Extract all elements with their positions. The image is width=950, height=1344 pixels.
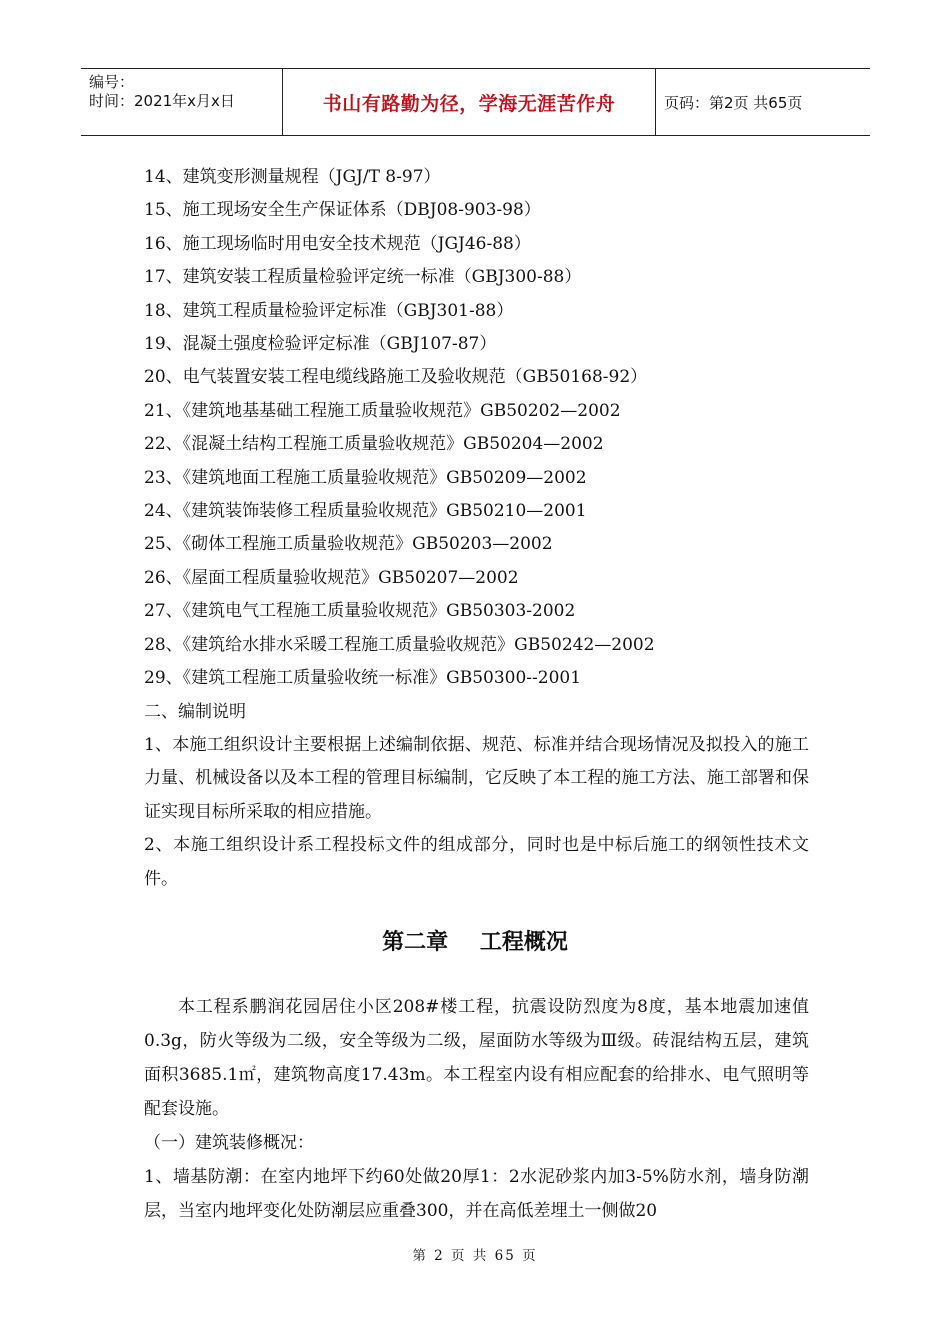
reference-item: 16、施工现场临时用电安全技术规范（JGJ46-88） [144,233,531,254]
compilation-note-1: 1、本施工组织设计主要根据上述编制依据、规范、标准并结合现场情况及拟投入的施工力量、机械设备以及本工程的管理目标编制，它反映了本工程的施工方法、施工部署和保证实现目标所采取的相应措施。 [144,734,809,822]
chapter-title: 第二章 工程概况 [382,930,568,955]
reference-item: 20、电气装置安装工程电缆线路施工及验收规范（GB50168-92） [144,367,648,388]
header-motto-cell [282,69,656,135]
document-date: 时间：2021年x月x日 [89,92,235,110]
reference-item: 27、《建筑电气工程施工质量验收规范》GB50303-2002 [144,601,576,622]
reference-item: 29、《建筑工程施工质量验收统一标准》GB50300--2001 [144,668,582,689]
subsection-heading: （一）建筑装修概况： [144,1133,314,1153]
reference-item: 15、施工现场安全生产保证体系（DBJ08-903-98） [144,200,541,221]
header-meta [81,69,282,135]
page-header [81,68,870,136]
page-footer: 第 2 页 共 65 页 [412,1248,538,1264]
header-motto: 书山有路勤为径，学海无涯苦作舟 [322,92,616,115]
reference-item: 22、《混凝土结构工程施工质量验收规范》GB50204—2002 [144,434,604,455]
document-code-label: 编号： [89,73,135,91]
overview-item-1: 1、墙基防潮：在室内地坪下约60处做20厚1：2水泥砂浆内加3-5%防水剂，墙身防潮层，当室内地坪变化处防潮层应重叠300，并在高低差埋土一侧做20 [144,1167,809,1221]
reference-item: 23、《建筑地面工程施工质量验收规范》GB50209—2002 [144,467,587,488]
reference-item: 17、建筑安装工程质量检验评定统一标准（GBJ300-88） [144,267,582,288]
section-heading: 二、编制说明 [144,701,246,722]
reference-item: 21、《建筑地基基础工程施工质量验收规范》GB50202—2002 [144,400,621,421]
reference-item: 26、《屋面工程质量验收规范》GB50207—2002 [144,567,519,588]
compilation-note-2: 2、本施工组织设计系工程投标文件的组成部分，同时也是中标后施工的纲领性技术文件。 [144,835,809,889]
reference-item: 24、《建筑装饰装修工程质量验收规范》GB50210—2001 [144,501,587,522]
header-page-info: 页码：第2页 共65页 [664,93,803,112]
main-content [144,161,809,896]
reference-item: 14、建筑变形测量规程（JGJ/T 8-97） [144,167,441,187]
reference-item: 19、混凝土强度检验评定标准（GBJ107-87） [144,334,497,355]
overview-content [144,990,809,1228]
header-page-info-cell [656,69,870,135]
reference-item: 25、《砌体工程施工质量验收规范》GB50203—2002 [144,534,553,555]
reference-item: 28、《建筑给水排水采暖工程施工质量验收规范》GB50242—2002 [144,634,655,655]
reference-item: 18、建筑工程质量检验评定标准（GBJ301-88） [144,300,514,321]
overview-paragraph: 本工程系鹏润花园居住小区208#楼工程，抗震设防烈度为8度，基本地震加速值0.3g，防火等级为二级，安全等级为二级，屋面防水等级为Ⅲ级。砖混结构五层，建筑面积3685.1㎡，建筑物高度17.43m。本工程室内设有相应配套的给排水、电气照明等配套设施。 [144,997,809,1119]
